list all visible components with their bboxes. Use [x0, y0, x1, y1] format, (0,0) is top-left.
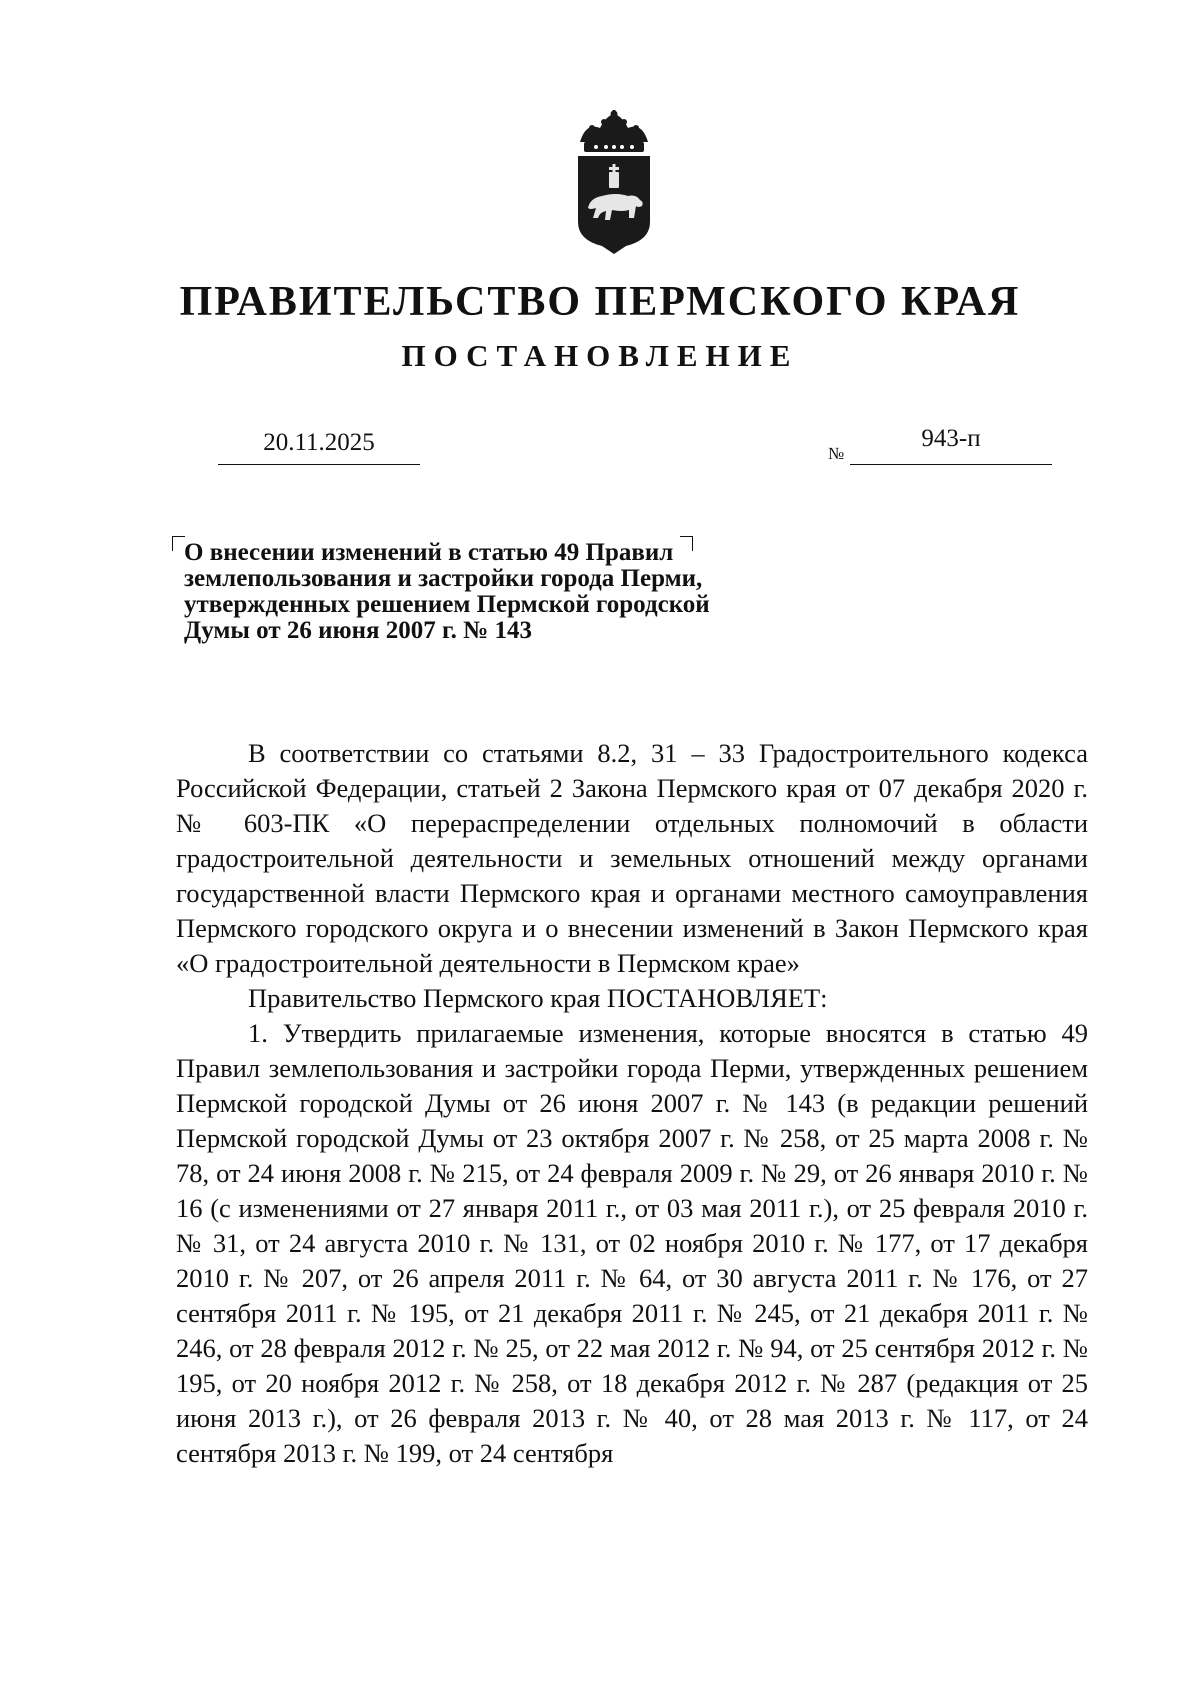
- decree-paragraph: Правительство Пермского края ПОСТАНОВЛЯЕТ:: [248, 983, 828, 1013]
- document-type: ПОСТАНОВЛЕНИЕ: [401, 338, 799, 373]
- government-title: ПРАВИТЕЛЬСТВО ПЕРМСКОГО КРАЯ: [179, 279, 1021, 325]
- item-1-paragraph: 1. Утвердить прилагаемые изменения, которые вносятся в статью 49 Правил землепользования и застройки города Перми, утвержденных решением Пермской городской Думы от 26 июня 2007 г. № 143 (в редакции решений Пермской городской Думы от 23 октября 2007 г. № 258, от 25 марта 2008 г. № 78, от 24 июня 2008 г. № 215, от 24 февраля 2009 г. № 29, от 26 января 2010 г. № 16 (с изменениями от 27 января 2011 г., от 03 мая 2011 г.), от 25 февраля 2010 г. № 31, от 24 августа 2010 г. № 131, от 02 ноября 2010 г. № 177, от 17 декабря 2010 г. № 207, от 26 апреля 2011 г. № 64, от 30 августа 2011 г. № 176, от 27 сентября 2011 г. № 195, от 21 декабря 2011 г. № 245, от 21 декабря 2011 г. № 246, от 28 февраля 2012 г. № 25, от 22 мая 2012 г. № 94, от 25 сентября 2012 г. № 195, от 20 ноября 2012 г. № 258, от 18 декабря 2012 г. № 287 (редакция от 25 июня 2013 г.), от 26 февраля 2013 г. № 40, от 28 мая 2013 г. № 117, от 24 сентября 2013 г. № 199, от 24 сентября: [176, 1018, 1088, 1468]
- number-sign: №: [828, 444, 845, 463]
- document-subject: О внесении изменений в статью 49 Правил землепользования и застройки города Перми, утвержденных решением Пермской городской Думы от 26 июня 2007 г. № 143: [184, 539, 710, 644]
- document-date: 20.11.2025: [218, 428, 420, 465]
- preamble-paragraph: В соответствии со статьями 8.2, 31 – 33 Градостроительного кодекса Российской Федерации, статьей 2 Закона Пермского края от 07 декабря 2020 г. № 603-ПК «О перераспределении отдельных полномочий в области градостроительной деятельности и земельных отношений между органами государственной власти Пермского края и органами местного самоуправления Пермского городского округа и о внесении изменений в Закон Пермского края «О градостроительной деятельности в Пермском крае»: [176, 738, 1088, 978]
- coat-of-arms-icon: [566, 110, 662, 260]
- document-number: 943-п: [850, 424, 1052, 465]
- document-body: [176, 736, 1088, 1471]
